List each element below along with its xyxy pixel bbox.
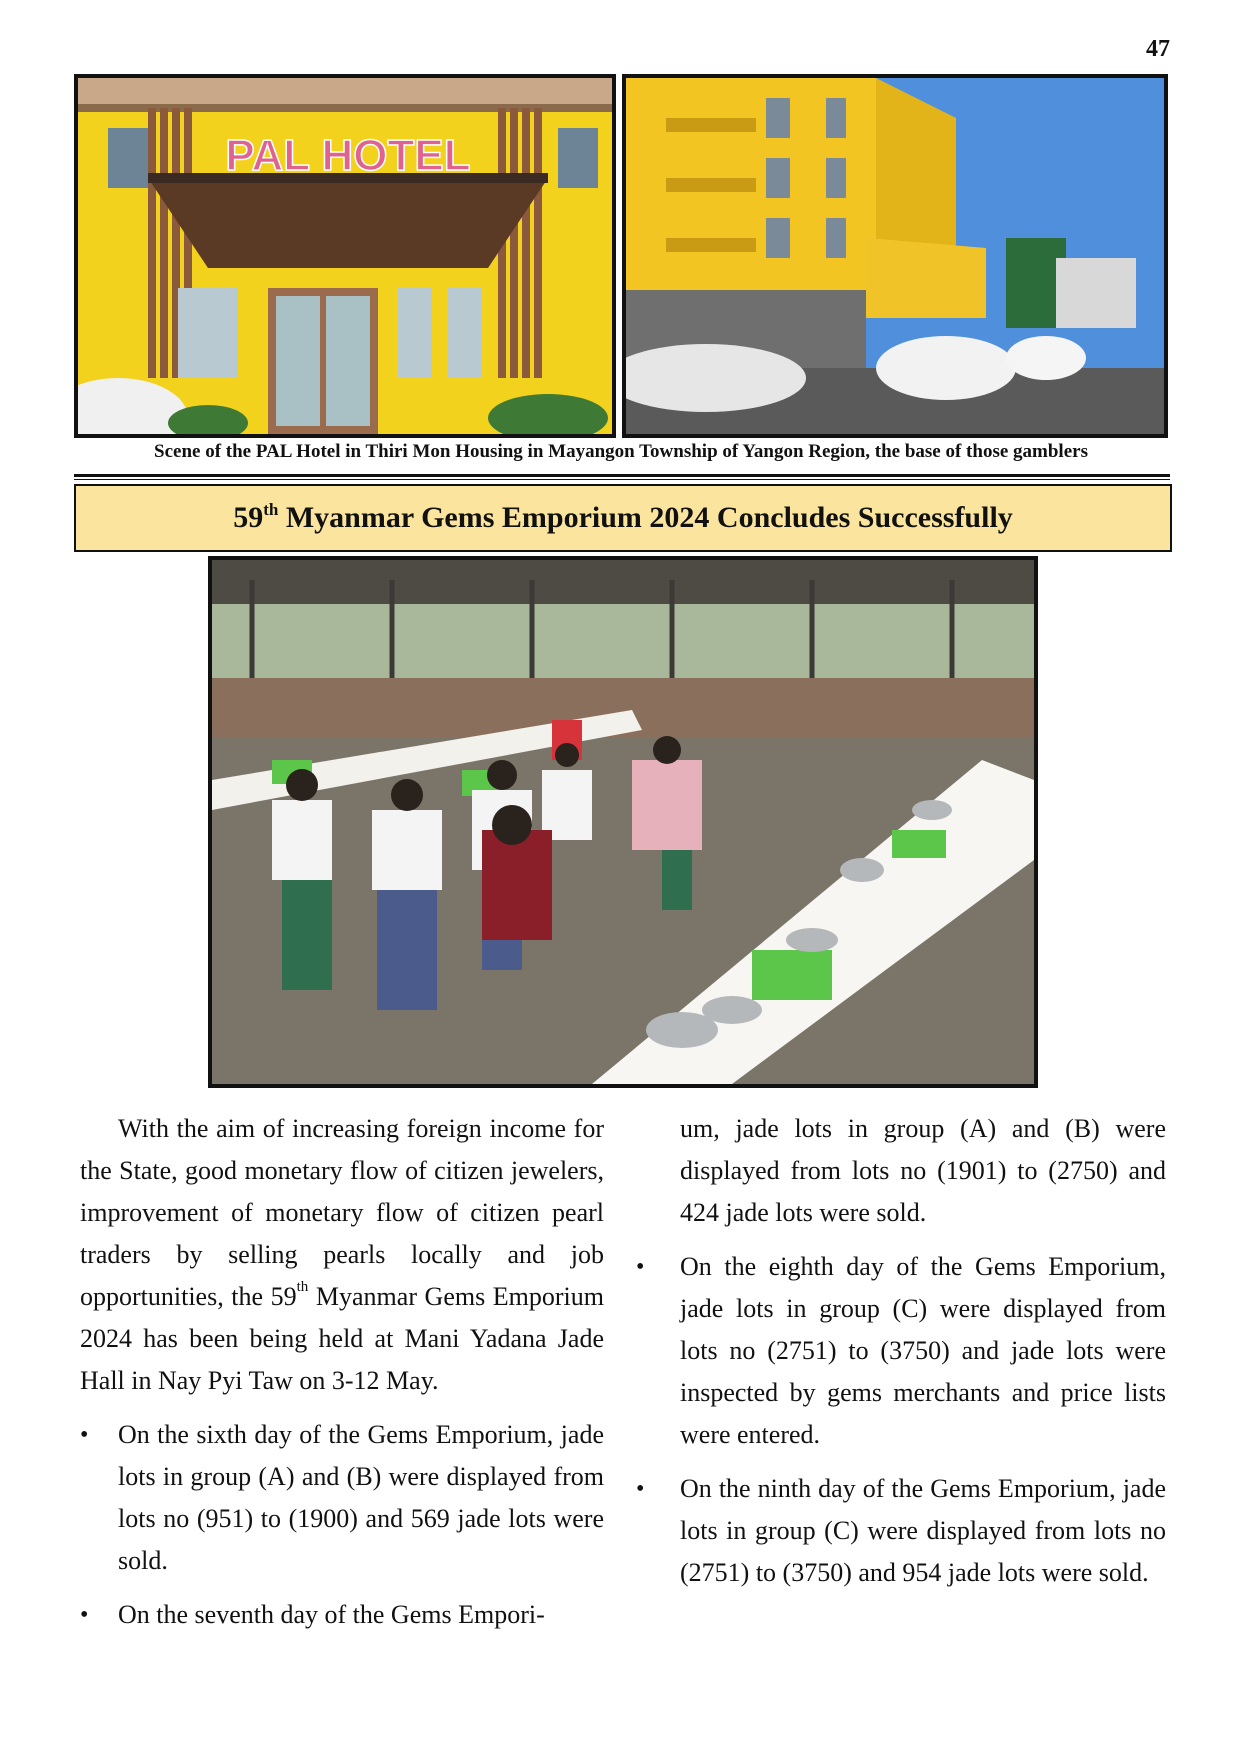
list-item-text: On the eighth day of the Gems Emporium, jade lots in group (C) were displayed from lots no (2751) to (3750) and jade lots were inspected by gems merchants and price lists were entered. [680,1252,1166,1449]
list-item-text: um, jade lots in group (A) and (B) were displayed from lots no (1901) to (2750) and 424 jade lots were sold. [680,1114,1166,1227]
list-item-eighth-day [636,1246,1166,1456]
list-item-ninth-day [636,1468,1166,1594]
article-column-right [636,1108,1166,1594]
list-item-seventh-day-continued [636,1108,1166,1234]
list-item-text: On the sixth day of the Gems Emporium, jade lots in group (A) and (B) were displayed from lots no (951) to (1900) and 569 jade lots were sold. [118,1420,604,1575]
headline-ordinal: 59 [233,501,264,534]
bullet-dot: • [80,1422,89,1448]
list-item-seventh-day [80,1594,604,1636]
page-number: 47 [1146,36,1170,62]
article-headline [74,484,1172,552]
hotel-front-photo [74,74,616,438]
list-item-sixth-day [80,1414,604,1582]
photo-caption: Scene of the PAL Hotel in Thiri Mon Housing in Mayangon Township of Yangon Region, the base of those gamblers [154,441,1088,462]
intro-text-end: Myanmar Gems Emporium 2024 has been being held at Mani Yadana Jade Hall in Nay Pyi Taw on 3-12 May. [80,1282,604,1395]
gems-emporium-photo [208,556,1038,1088]
bullet-dot: • [636,1476,645,1502]
divider-rule [74,474,1170,477]
headline-ordinal-suffix: th [263,500,279,519]
article-column-left [80,1108,604,1636]
list-item-text: On the ninth day of the Gems Emporium, jade lots in group (C) were displayed from lots no (2751) to (3750) and 954 jade lots were sold. [680,1474,1166,1587]
intro-ordinal-suffix: th [296,1279,309,1295]
hotel-sign-text: PAL HOTEL [225,131,471,180]
day-results-list-right [636,1108,1166,1594]
bullet-dot: • [80,1602,89,1628]
divider-rule-thin [74,479,1170,480]
intro-text-start: With the aim of increasing foreign income for the State, good monetary flow of citizen jewelers, improvement of monetary flow of citizen pearl traders by selling pearls locally and job opportunities, the 59 [80,1114,604,1311]
list-item-text: On the seventh day of the Gems Empori- [118,1600,545,1629]
headline-text: Myanmar Gems Emporium 2024 Concludes Successfully [278,501,1013,534]
bullet-dot: • [636,1254,645,1280]
intro-paragraph [80,1108,604,1402]
hotel-side-photo [622,74,1168,438]
day-results-list-left [80,1414,604,1636]
